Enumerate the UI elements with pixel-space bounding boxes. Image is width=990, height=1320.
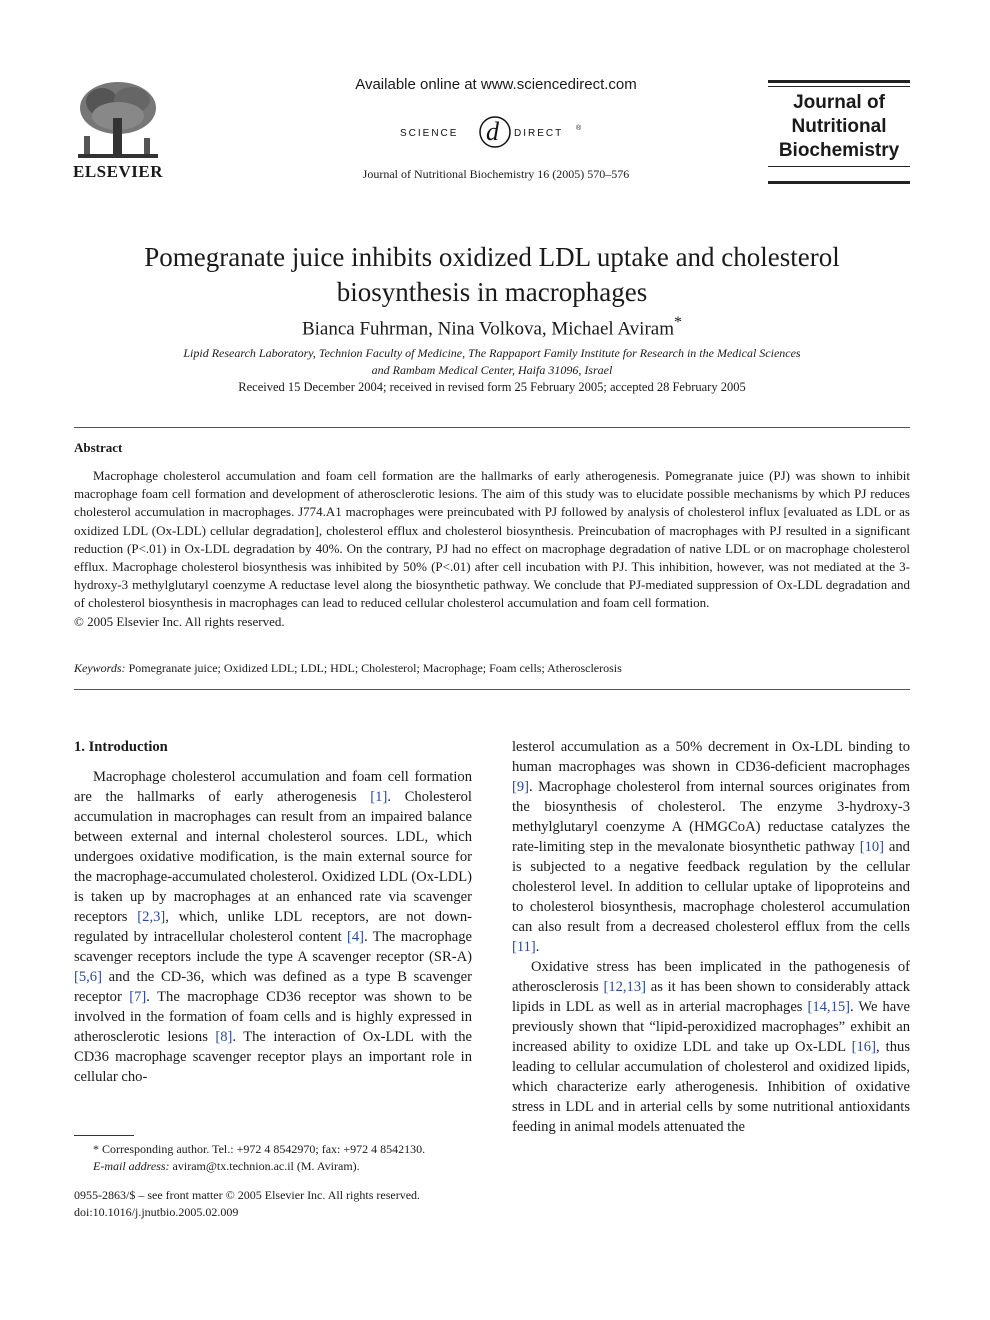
sciencedirect-logo <box>400 110 590 154</box>
journal-title-box <box>768 80 910 184</box>
keywords <box>74 661 910 676</box>
citation-link[interactable]: [1] <box>370 789 388 805</box>
text-run: . We have previously shown that “lipid-peroxidized macrophages” exhibit an increased ability to oxidize LDL and take up Ox-LDL <box>512 999 910 1055</box>
left-column <box>74 737 472 1087</box>
tree-icon <box>72 78 164 162</box>
text-run: . The macrophage scavenger receptors include the type A scavenger receptor (SR-A) <box>74 929 472 965</box>
author-affiliation <box>74 345 910 379</box>
article-title-line-2: biosynthesis in macrophages <box>336 277 648 307</box>
svg-text:d: d <box>486 117 499 146</box>
sd-registered-mark: ® <box>576 125 582 132</box>
abstract-copyright: © 2005 Elsevier Inc. All rights reserved. <box>74 613 285 629</box>
citation-link[interactable]: [2,3] <box>137 909 166 925</box>
sd-right-text: DIRECT <box>514 128 564 139</box>
abstract-heading: Abstract <box>74 440 123 455</box>
available-online-link[interactable]: Available online at www.sciencedirect.com <box>355 76 637 93</box>
abstract-top-rule <box>74 427 910 428</box>
footnote <box>74 1141 474 1175</box>
affiliation-line-1: Lipid Research Laboratory, Technion Faculty of Medicine, The Rappaport Family Institute for Research in the Medical Sciences <box>183 346 801 360</box>
corresponding-author-mark[interactable]: * <box>674 314 682 331</box>
citation-link[interactable]: [11] <box>512 939 536 955</box>
text-run: . The interaction of Ox-LDL with the CD36 macrophage scavenger receptor plays an important role in cellular cho- <box>74 1029 472 1085</box>
issn-line: 0955-2863/$ – see front matter © 2005 Elsevier Inc. All rights reserved. <box>74 1188 421 1202</box>
journal-title-line-1: Journal of <box>793 92 885 113</box>
corresponding-author-note: * Corresponding author. Tel.: +972 4 8542970; fax: +972 4 8542130. <box>93 1142 426 1156</box>
email-address[interactable]: aviram@tx.technion.ac.il (M. Aviram). <box>169 1159 360 1173</box>
author-list: Bianca Fuhrman, Nina Volkova, Michael Aviram <box>301 318 674 340</box>
citation-link[interactable]: [16] <box>851 1039 876 1055</box>
section-heading-introduction: 1. Introduction <box>74 739 168 755</box>
citation-link[interactable]: [7] <box>129 989 147 1005</box>
text-run: Oxidative stress has been implicated in the pathogenesis of atherosclerosis <box>512 959 910 995</box>
received-dates: Received 15 December 2004; received in revised form 25 February 2005; accepted 28 February 2005 <box>238 380 746 394</box>
text-run: , thus leading to cellular accumulation of cholesterol and oxidized lipids, which characterize early atherogenesis. Inhibition of oxidative stress in LDL and in arterial cells by some nutritional antioxidants feeding in animal models attenuated the <box>512 1039 910 1135</box>
right-column <box>512 737 910 1137</box>
intro-paragraph-2 <box>512 957 910 1137</box>
abstract-text: Macrophage cholesterol accumulation and foam cell formation are the hallmarks of early atherogenesis. Pomegranate juice (PJ) was shown to inhibit macrophage foam cell formation and development of atherosclerotic lesions. The aim of this study was to elucidate possible mechanisms by which PJ reduces cholesterol accumulation in macrophages. J774.A1 macrophages were preincubated with PJ followed by analysis of cholesterol influx [evaluated as LDL or as oxidized LDL (Ox-LDL) cellular degradation], cholesterol efflux and cholesterol biosynthesis. Preincubation of macrophages with PJ resulted in a significant reduction (P<.01) in Ox-LDL degradation by 40%. On the contrary, PJ had no effect on macrophage degradation of native LDL or on macrophage cholesterol efflux. Macrophage cholesterol biosynthesis was inhibited by 50% (P<.01) after cell incubation with PJ. This inhibition, however, was not mediated at the 3-hydroxy-3 methylglutaryl coenzyme A reductase level along the biosynthetic pathway. We conclude that PJ-mediated suppression of Ox-LDL degradation and of cholesterol biosynthesis in macrophages can lead to reduced cellular cholesterol accumulation and foam cell formation. <box>74 468 910 611</box>
citation-link[interactable]: [9] <box>512 779 530 795</box>
citation-link[interactable]: [10] <box>859 839 885 855</box>
text-run: . Macrophage cholesterol from internal sources originates from the biosynthesis of cholesterol. The enzyme 3-hydroxy-3 methylglutaryl coenzyme A (HMGCoA) reductase catalyzes the rate-limiting step in the mevalonate biosynthetic pathway <box>512 779 910 855</box>
text-run: . Cholesterol accumulation in macrophages can result from an impaired balance between external and internal cholesterol sources. LDL, which undergoes oxidative modification, is the main external source for the macrophage-accumulated cholesterol. Oxidized LDL (Ox-LDL) is taken up by macrophages at an enhanced rate via scavenger receptors <box>74 789 472 925</box>
front-matter <box>74 1187 494 1221</box>
text-run: and the CD-36, which was defined as a type B scavenger receptor <box>74 969 472 1005</box>
journal-title-line-2: Nutritional <box>791 116 887 137</box>
keywords-label: Keywords: <box>74 661 126 675</box>
citation-link[interactable]: [5,6] <box>74 969 102 985</box>
citation-link[interactable]: [4] <box>346 929 364 945</box>
publisher-name: ELSEVIER <box>73 162 163 181</box>
text-run: Macrophage cholesterol accumulation and foam cell formation are the hallmarks of early atherogenesis <box>74 769 472 805</box>
abstract-body <box>74 467 910 631</box>
footnote-rule <box>74 1135 134 1136</box>
article-title <box>74 240 910 310</box>
text-run: , which, unlike LDL receptors, are not down-regulated by intracellular cholesterol content <box>74 909 472 945</box>
intro-paragraph-1-continued <box>512 737 910 957</box>
article-authors <box>74 314 910 340</box>
doi-line[interactable]: doi:10.1016/j.jnutbio.2005.02.009 <box>74 1205 239 1219</box>
text-run: lesterol accumulation as a 50% decrement in Ox-LDL binding to human macrophages was shown in CD36-deficient macrophages <box>512 739 910 775</box>
text-run: as it has been shown to considerably attack lipids in LDL as well as in arterial macrophages <box>512 979 910 1015</box>
intro-paragraph-1 <box>74 767 472 1087</box>
affiliation-line-2: and Rambam Medical Center, Haifa 31096, Israel <box>371 363 613 377</box>
text-run: . The macrophage CD36 receptor was shown to be involved in the formation of foam cells and is highly expressed in atherosclerotic lesions <box>74 989 472 1045</box>
text-run: . <box>535 939 540 955</box>
sd-left-text: SCIENCE <box>400 128 459 139</box>
email-label: E-mail address: <box>93 1159 170 1173</box>
citation-link[interactable]: [8] <box>215 1029 233 1045</box>
text-run: and is subjected to a negative feedback regulation by the cellular cholesterol level. In addition to cellular uptake of lipoproteins and to cholesterol biosynthesis, macrophage cholesterol accumulation can also result from a decreased cholesterol efflux from the cells <box>512 839 910 935</box>
citation-link[interactable]: [14,15] <box>807 999 851 1015</box>
abstract-bottom-rule <box>74 689 910 690</box>
article-title-line-1: Pomegranate juice inhibits oxidized LDL uptake and cholesterol <box>144 242 840 272</box>
citation-link[interactable]: [12,13] <box>603 979 647 995</box>
journal-citation: Journal of Nutritional Biochemistry 16 (2005) 570–576 <box>362 167 630 181</box>
journal-title-line-3: Biochemistry <box>778 140 900 161</box>
keywords-list: Pomegranate juice; Oxidized LDL; LDL; HDL; Cholesterol; Macrophage; Foam cells; Atherosclerosis <box>128 661 622 675</box>
